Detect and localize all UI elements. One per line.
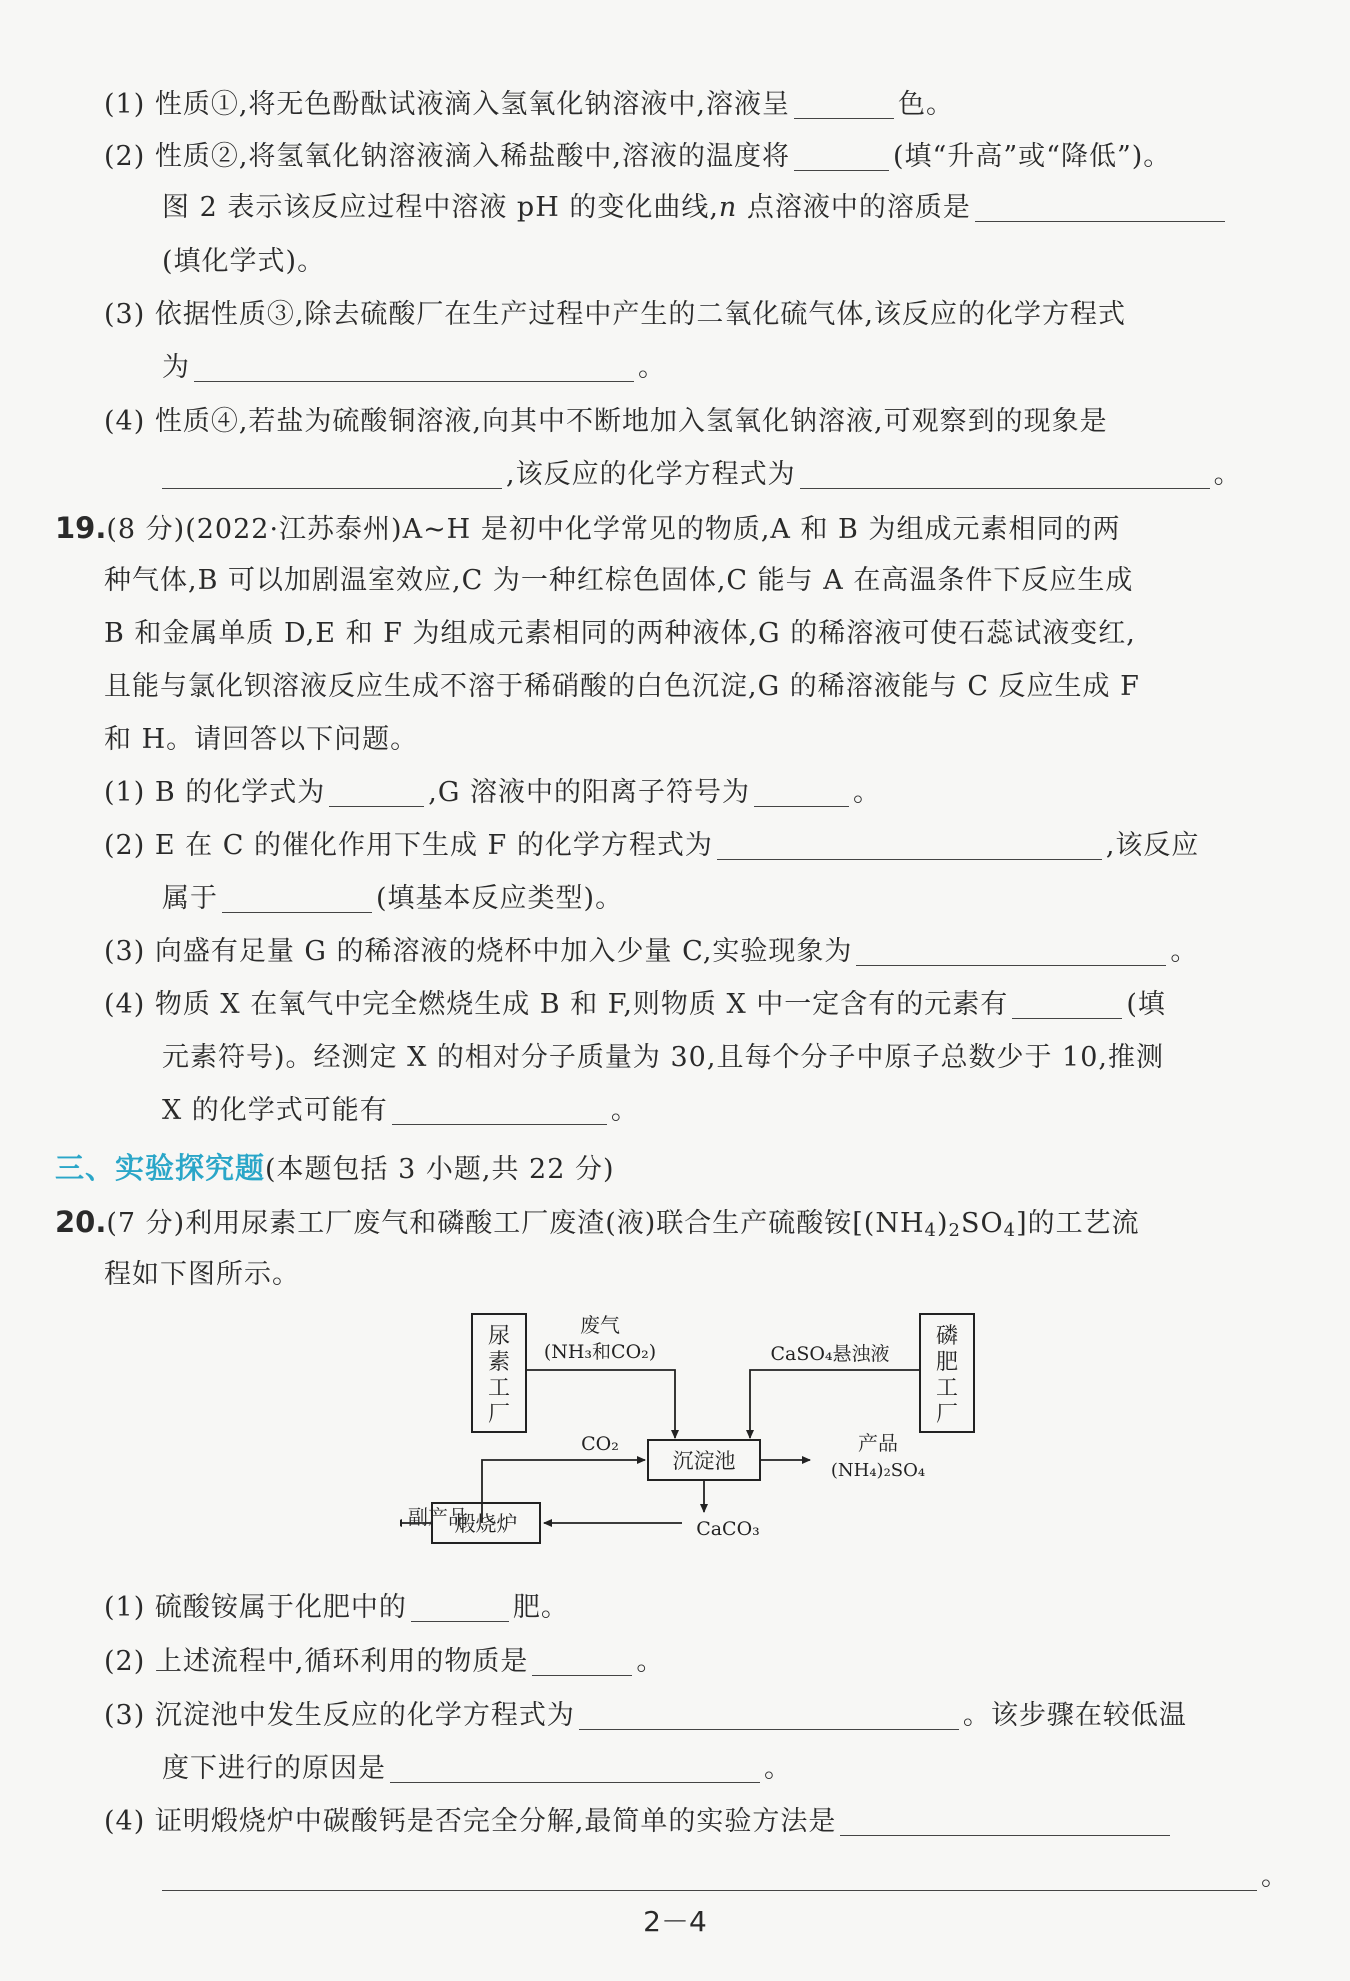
caso4-label: CaSO₄悬浊液 xyxy=(770,1343,890,1365)
q20-part3-line2: 度下进行的原因是 。 xyxy=(162,1753,792,1784)
answer-blank[interactable] xyxy=(794,140,889,171)
answer-blank[interactable] xyxy=(222,882,372,913)
answer-blank[interactable] xyxy=(975,191,1225,222)
answer-blank[interactable] xyxy=(800,458,1210,489)
answer-blank[interactable] xyxy=(717,829,1102,860)
answer-blank[interactable] xyxy=(162,1860,1257,1891)
q20-part4: (4) 证明煅烧炉中碳酸钙是否完全分解,最简单的实验方法是 xyxy=(104,1802,1174,1842)
answer-blank[interactable] xyxy=(856,935,1166,966)
answer-blank[interactable] xyxy=(532,1645,632,1676)
q18-part2-line3: (填化学式)。 xyxy=(162,246,326,277)
question-number: 20. xyxy=(55,1205,107,1239)
caso4-arrow xyxy=(750,1370,920,1438)
q18-part3-line2: 为 。 xyxy=(162,352,666,383)
page-number: 2－4 xyxy=(643,1905,707,1938)
answer-blank[interactable] xyxy=(390,1752,760,1783)
q18-part4: (4) 性质④,若盐为硫酸铜溶液,向其中不断地加入氢氧化钠溶液,可观察到的现象是 xyxy=(104,406,1108,437)
q18-part1: (1) 性质①,将无色酚酞试液滴入氢氧化钠溶液中,溶液呈 色。 xyxy=(104,89,954,120)
q19-part4: (4) 物质 X 在氧气中完全燃烧生成 B 和 F,则物质 X 中一定含有的元素有 (填 xyxy=(104,989,1166,1020)
answer-blank[interactable] xyxy=(411,1591,509,1622)
q20-stem-line2: 程如下图所示。 xyxy=(104,1259,300,1290)
q19-stem-line2: 种气体,B 可以加剧温室效应,C 为一种红棕色固体,C 能与 A 在高温条件下反应生成 xyxy=(104,565,1134,596)
q18-part4-line2: ,该反应的化学方程式为 。 xyxy=(162,455,1242,495)
answer-blank[interactable] xyxy=(579,1699,959,1730)
product-label: 产品 xyxy=(858,1431,898,1455)
q20-part4-line2: 。 xyxy=(162,1857,1289,1897)
sedimentation-tank-label: 沉淀池 xyxy=(672,1449,736,1473)
answer-blank[interactable] xyxy=(392,1094,607,1125)
q19-part2-line2: 属于 (填基本反应类型)。 xyxy=(162,883,624,914)
co2-label: CO₂ xyxy=(581,1433,619,1455)
q19-stem-line3: B 和金属单质 D,E 和 F 为组成元素相同的两种液体,G 的稀溶液可使石蕊试液变红, xyxy=(104,618,1136,649)
q20-part3: (3) 沉淀池中发生反应的化学方程式为 。该步骤在较低温 xyxy=(104,1700,1187,1731)
q19-stem-line1: 19.(8 分)(2022·江苏泰州)A~H 是初中化学常见的物质,A 和 B 为组成元素相同的两 xyxy=(55,511,1121,545)
process-flow-diagram xyxy=(400,1300,1000,1560)
q18-part2: (2) 性质②,将氢氧化钠溶液滴入稀盐酸中,溶液的温度将 (填“升高”或“降低”)。 xyxy=(104,141,1172,172)
caco3-label: CaCO₃ xyxy=(696,1518,760,1540)
answer-blank[interactable] xyxy=(329,776,424,807)
q19-part2: (2) E 在 C 的催化作用下生成 F 的化学方程式为 ,该反应 xyxy=(104,830,1200,861)
answer-blank[interactable] xyxy=(194,351,634,382)
q19-part4-line2: 元素符号)。经测定 X 的相对分子质量为 30,且每个分子中原子总数少于 10,推测 xyxy=(162,1042,1164,1073)
urea-plant-char: 素 xyxy=(487,1350,511,1375)
urea-plant-char: 尿 xyxy=(487,1324,511,1349)
section-header: 三、实验探究题(本题包括 3 小题,共 22 分) xyxy=(55,1151,615,1185)
answer-blank[interactable] xyxy=(1012,988,1122,1019)
q19-stem-line5: 和 H。请回答以下问题。 xyxy=(104,724,419,755)
answer-blank[interactable] xyxy=(840,1805,1170,1836)
answer-blank[interactable] xyxy=(794,88,894,119)
waste-gas-label: 废气 xyxy=(580,1313,620,1337)
q19-stem-line4: 且能与氯化钡溶液反应生成不溶于稀硝酸的白色沉淀,G 的稀溶液能与 C 反应生成 F xyxy=(104,671,1140,702)
byproduct-label: 副产品 xyxy=(408,1505,468,1529)
q20-part2: (2) 上述流程中,循环利用的物质是 。 xyxy=(104,1646,665,1677)
q18-part2-line2: 图 2 表示该反应过程中溶液 pH 的变化曲线,n 点溶液中的溶质是 xyxy=(162,188,1229,228)
calcining-furnace-label: 煅烧炉 xyxy=(454,1512,518,1536)
phosphate-plant-char: 磷 xyxy=(935,1324,959,1349)
waste-gas-composition: (NH₃和CO₂) xyxy=(543,1341,657,1363)
waste-gas-arrow xyxy=(526,1370,675,1438)
q19-part4-line3: X 的化学式可能有 。 xyxy=(162,1095,639,1126)
q18-part3: (3) 依据性质③,除去硫酸厂在生产过程中产生的二氧化硫气体,该反应的化学方程式 xyxy=(104,299,1126,330)
phosphate-plant-char: 工 xyxy=(935,1376,959,1401)
question-number: 19. xyxy=(55,511,107,545)
urea-plant-char: 厂 xyxy=(487,1402,511,1427)
product-formula: (NH₄)₂SO₄ xyxy=(830,1460,926,1481)
answer-blank[interactable] xyxy=(162,458,502,489)
phosphate-plant-char: 肥 xyxy=(935,1350,959,1375)
q19-part3: (3) 向盛有足量 G 的稀溶液的烧杯中加入少量 C,实验现象为 。 xyxy=(104,936,1199,967)
urea-plant-char: 工 xyxy=(487,1376,511,1401)
phosphate-plant-char: 厂 xyxy=(935,1402,959,1427)
q20-stem-line1: 20.(7 分)利用尿素工厂废气和磷酸工厂废渣(液)联合生产硫酸铵$[(NH_4)_2SO_4]$的工艺流 xyxy=(55,1205,1140,1241)
answer-blank[interactable] xyxy=(754,776,849,807)
q20-part1: (1) 硫酸铵属于化肥中的 肥。 xyxy=(104,1592,569,1623)
q19-part1: (1) B 的化学式为 ,G 溶液中的阳离子符号为 。 xyxy=(104,777,881,808)
